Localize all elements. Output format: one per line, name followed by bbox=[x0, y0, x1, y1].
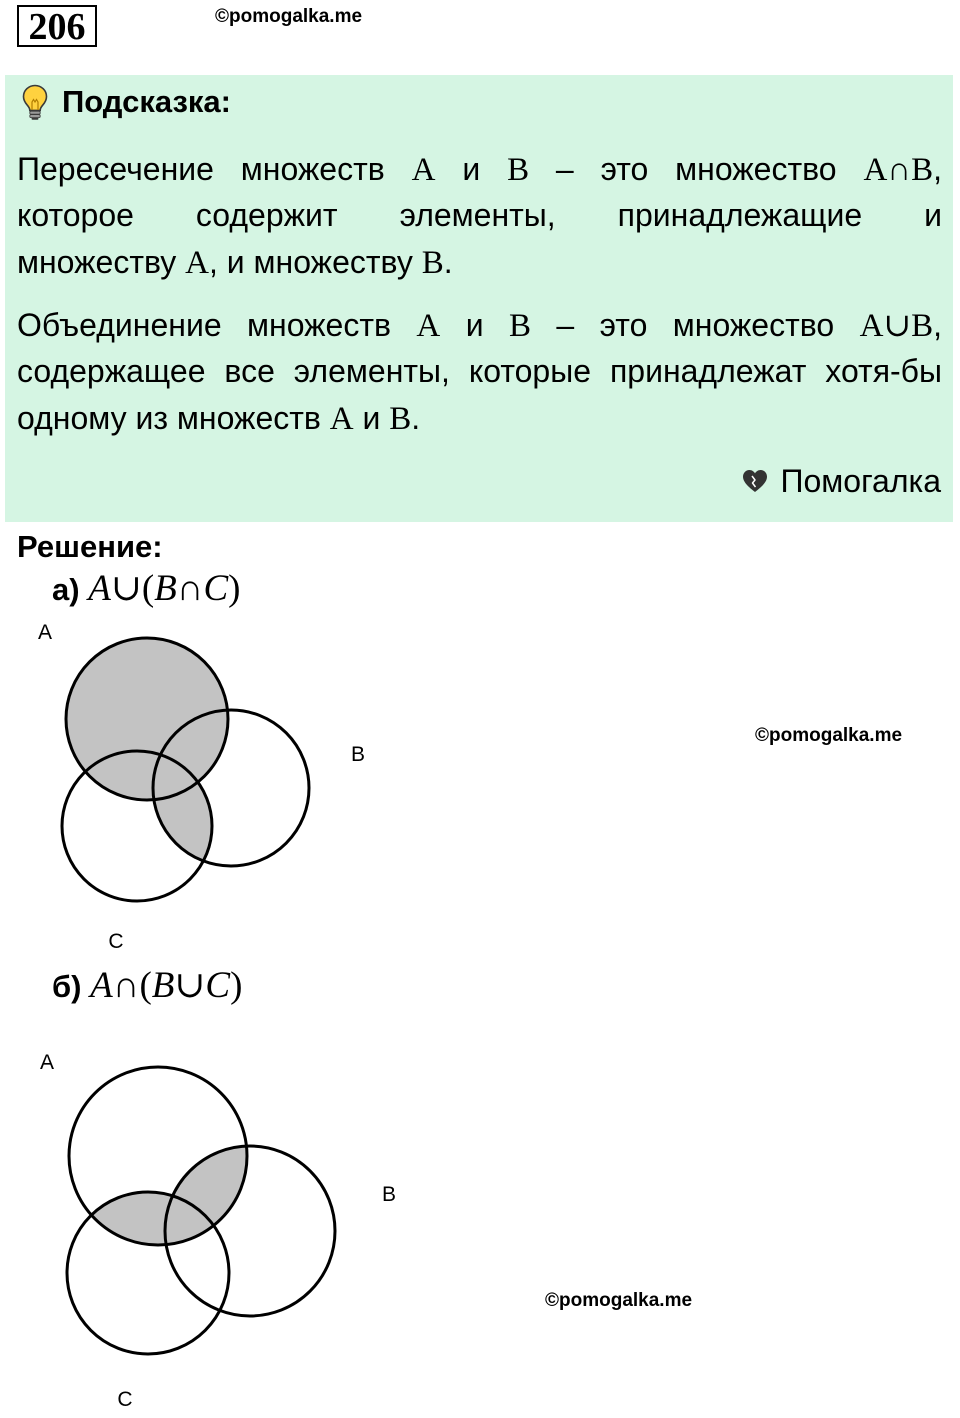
region-a-b-only bbox=[0, 610, 420, 960]
math-symbol: A bbox=[329, 401, 354, 437]
venn-diagram-a bbox=[0, 610, 420, 960]
venn-diagram-b bbox=[0, 1040, 420, 1418]
hint-title: Подсказка: bbox=[62, 84, 231, 119]
math-operator: ∪ bbox=[174, 965, 206, 1006]
exclude-c bbox=[0, 610, 420, 960]
solution-title: Решение: bbox=[17, 529, 163, 564]
clip-b bbox=[0, 610, 420, 960]
part-b-label: б) bbox=[52, 969, 82, 1004]
region-a-c-only bbox=[0, 610, 420, 960]
math-operator: ∩( bbox=[112, 965, 152, 1006]
watermark-middle: ©pomogalka.me bbox=[755, 725, 903, 746]
set-label-c: C bbox=[117, 1388, 133, 1411]
exclude-c bbox=[0, 610, 420, 960]
bulb-base-ring-1 bbox=[30, 111, 40, 114]
clip-a bbox=[0, 610, 420, 960]
clip-b bbox=[0, 610, 420, 960]
region-group-a-b-only bbox=[0, 610, 420, 960]
problem-number: 206 bbox=[17, 5, 97, 47]
set-label-a: A bbox=[39, 1051, 55, 1074]
part-b-heading bbox=[52, 965, 242, 1009]
set-label-c: C bbox=[108, 930, 124, 953]
region-group-a-b-c bbox=[0, 610, 420, 960]
region-c-only bbox=[0, 610, 420, 960]
region-group-b-c-only bbox=[0, 610, 420, 960]
math-symbol: A bbox=[416, 308, 441, 344]
signature-text: Помогалка bbox=[780, 463, 941, 499]
region-group-c-only bbox=[0, 610, 420, 960]
region-group-a-only bbox=[0, 610, 420, 960]
part-b-formula: A∩(B∪C) bbox=[90, 965, 243, 1006]
clip-c bbox=[0, 610, 420, 960]
hint-paragraph-2-line-2: содержащее все элементы, которые принадлежат хотя-бы bbox=[17, 353, 942, 389]
hint-paragraph-2-line-1: Объединение множеств A и B – это множество A∪B, bbox=[17, 307, 942, 344]
region-b-c-only bbox=[0, 610, 420, 960]
signature bbox=[742, 458, 941, 504]
set-label-a: A bbox=[37, 621, 53, 644]
clip-b bbox=[0, 610, 420, 960]
set-label-b: B bbox=[350, 743, 366, 766]
bulb-glass bbox=[24, 86, 47, 111]
hint-paragraph-1-line-3: множеству A, и множеству B. bbox=[17, 244, 453, 281]
exclude-b bbox=[0, 610, 420, 960]
watermark-top: ©pomogalka.me bbox=[215, 6, 363, 27]
hint-paragraph-2-line-3: одному из множеств A и B. bbox=[17, 400, 421, 437]
part-a-formula: A∪(B∩C) bbox=[88, 568, 241, 609]
bulb-base-ring-2 bbox=[30, 115, 40, 118]
math-symbol: A∪B bbox=[859, 308, 934, 344]
exclude-a bbox=[0, 610, 420, 960]
math-operator: ) bbox=[230, 965, 243, 1006]
watermark-bottom: ©pomogalka.me bbox=[545, 1290, 693, 1311]
clip-a bbox=[0, 610, 420, 960]
region-a-only bbox=[0, 610, 420, 960]
region-group-a-c-only bbox=[0, 610, 420, 960]
math-symbol: A bbox=[411, 152, 436, 188]
hint-paragraph-1-line-2: которое содержит элементы, принадлежащие и bbox=[17, 197, 942, 233]
clip-c bbox=[0, 610, 420, 960]
hint-paragraph-1-line-1: Пересечение множеств A и B – это множество A∩B, bbox=[17, 151, 943, 188]
part-a-heading bbox=[52, 568, 241, 612]
math-symbol: B bbox=[389, 401, 412, 437]
region-group-b-only bbox=[0, 610, 420, 960]
exclude-a bbox=[0, 610, 420, 960]
hint-box bbox=[5, 75, 953, 522]
clip-b bbox=[0, 610, 420, 960]
exclude-b bbox=[0, 610, 420, 960]
math-symbol: B bbox=[507, 152, 530, 188]
clip-c bbox=[0, 610, 420, 960]
math-symbol: A∩B bbox=[863, 152, 934, 188]
exclude-c bbox=[0, 610, 420, 960]
math-symbol: B bbox=[508, 308, 531, 344]
region-b-only bbox=[0, 610, 420, 960]
clip-c bbox=[0, 610, 420, 960]
exclude-a bbox=[0, 610, 420, 960]
math-operator: ∪( bbox=[110, 568, 155, 609]
math-symbol: B bbox=[421, 245, 444, 281]
lightbulb-icon bbox=[22, 84, 48, 121]
clip-a bbox=[0, 610, 420, 960]
math-operator: ) bbox=[228, 568, 241, 609]
math-operator: ∩ bbox=[176, 568, 204, 609]
math-symbol: A bbox=[185, 245, 209, 281]
set-label-b: B bbox=[381, 1183, 397, 1206]
heart-icon bbox=[742, 469, 768, 493]
exclude-b bbox=[0, 610, 420, 960]
part-a-label: а) bbox=[52, 572, 80, 607]
region-a-b-c bbox=[0, 610, 420, 960]
clip-a bbox=[0, 610, 420, 960]
